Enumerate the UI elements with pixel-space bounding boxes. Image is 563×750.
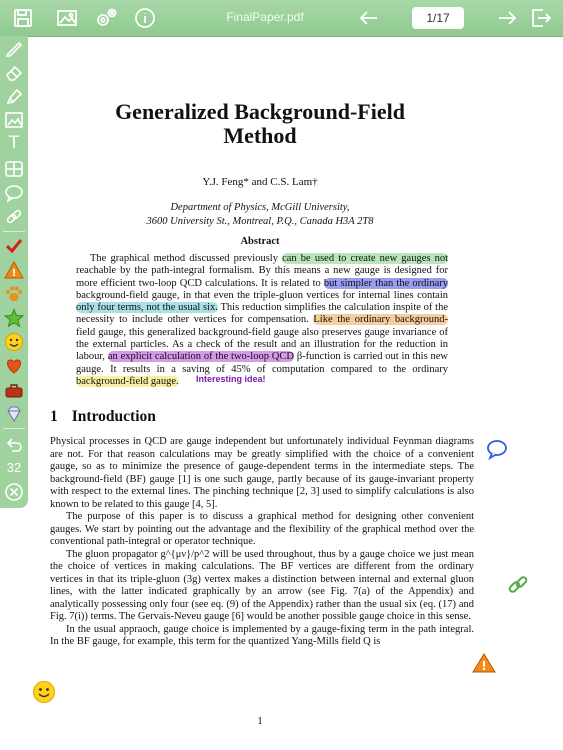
heart-stamp[interactable] — [2, 354, 26, 378]
tool-palette — [0, 36, 28, 508]
back-arrow-icon[interactable] — [356, 5, 382, 31]
abstract-segment: field gauge, this generalized background-field gauge also preserves gauge invariance of the external particles. As a check of the result and an illustration for the reduction in labour, — [76, 326, 448, 363]
abstract-text — [76, 253, 448, 388]
palette-divider — [3, 428, 25, 429]
close-icon[interactable] — [2, 480, 26, 504]
page-indicator[interactable]: 1/17 — [412, 7, 464, 29]
palette-divider — [3, 231, 25, 232]
text-note-annotation[interactable]: Interesting idea! — [196, 374, 266, 384]
save-icon[interactable] — [10, 5, 36, 31]
section-heading — [50, 408, 156, 426]
affiliation-line: Department of Physics, McGill University, — [170, 202, 350, 213]
star-stamp[interactable] — [2, 306, 26, 330]
diamond-stamp[interactable] — [2, 402, 26, 426]
highlight-annotation[interactable]: Like the ordinary background- — [313, 314, 448, 326]
smiley-annotation-icon[interactable] — [32, 680, 56, 704]
highlight-annotation[interactable]: but simpler than the ordinary — [323, 277, 448, 289]
image-icon[interactable] — [2, 108, 26, 132]
highlight-annotation[interactable]: an explicit calculation of the two-loop QCD — [107, 351, 294, 363]
settings-icon[interactable] — [93, 5, 119, 31]
abstract-segment: This reduction simplifies the calculation inspite of the necessity to include other vertices for compensation. — [76, 302, 449, 326]
paragraph: In the usual appraoch, gauge choice is implemented by a gauge-fixing term in the path integral. In the BF gauge, for example, this term for the quantized Yang-Mills field Q is — [50, 623, 474, 647]
section-number: 1 — [50, 408, 58, 425]
abstract-segment: background-field gauge, in that even the triple-gluon vertices for internal lines contain — [76, 289, 448, 301]
highlight-annotation[interactable]: only four terms, not the usual six. — [76, 302, 218, 314]
link-icon[interactable] — [2, 205, 26, 229]
link-annotation-icon[interactable] — [506, 573, 530, 597]
document-title: FinalPaper.pdf — [226, 10, 304, 24]
image-icon[interactable] — [54, 5, 80, 31]
speech-bubble-icon[interactable] — [2, 181, 26, 205]
abstract-segment: reachable by the path-integral formalism. By this means a new gauge is designed for more efficient two-loop QCD calculations. It is related to — [76, 265, 448, 289]
toolbox-stamp[interactable] — [2, 378, 26, 402]
pen-icon[interactable] — [2, 36, 26, 60]
paper-title-line: Method — [223, 123, 297, 148]
forward-arrow-icon[interactable] — [494, 5, 520, 31]
abstract-segment: The graphical method discussed previously — [90, 253, 278, 264]
affiliation-line: 3600 University St., Montreal, P.Q., Canada H3A 2T8 — [146, 216, 374, 227]
paw-stamp[interactable] — [2, 282, 26, 306]
paper-affiliation — [40, 201, 480, 229]
abstract-heading: Abstract — [240, 236, 280, 247]
paper-title — [40, 100, 480, 148]
undo-icon[interactable] — [2, 432, 26, 456]
body-text — [50, 436, 474, 649]
highlighter-icon[interactable] — [2, 84, 26, 108]
highlight-annotation[interactable]: can be used to create new gauges not — [282, 253, 448, 264]
paragraph: The gluon propagator g^{μν}/p^2 will be used throughout, thus by a gauge choice we just mean the choice of vertices in making calculations. The BF vertices are different from the ordinary vertices in that its triple-gluon (3g) vertex makes a distinction between internal and external gluon lines, with the latter indicated graphically by an arrow (see Fig. 7(a) of the Appendix) and analytically possessing only four (see eq. (9) of the Appendix) rather than the usual six (eq. (17) and Fig. 7(i)) terms. The Gervais-Neveu gauge [6] would be another possible gauge choice in this sense. — [50, 548, 474, 622]
checkmark-stamp[interactable] — [2, 234, 26, 258]
warning-annotation-icon[interactable] — [472, 652, 496, 674]
abstract-segment: β-function is carried out in this new gauge. It results in a saving of 45% of computation compared to the ordinary — [76, 351, 449, 375]
text-tool[interactable]: T — [8, 133, 20, 153]
sidebar-page-number: 32 — [6, 460, 22, 475]
paragraph: The purpose of this paper is to discuss a graphical method for designing other convenient gauges. We start by pointing out the advantage and the flexibility of the graphical method over the conventional path-integral or operator technique. — [50, 511, 474, 547]
highlight-annotation[interactable]: background-field gauge. — [76, 375, 179, 387]
paragraph: Physical processes in QCD are gauge independent but unfortunately individual Feynman diagrams are not. For that reason calculations may be greatly simplified with the choice of a convenient gauge, so as to minimize the presence of gauge-dependent terms in the intermediate steps. The background-field (BF) gauge [1] is one such gauge, partly because of its gauge-invariant property with respect to the external lines. The pinching technique [2, 3] used to simplify calculations is also known to be related to this gauge [4, 5]. — [50, 436, 474, 510]
page-footer-number: 1 — [257, 715, 263, 727]
columns-icon[interactable] — [2, 157, 26, 181]
comment-bubble-icon[interactable] — [486, 438, 508, 460]
top-toolbar — [0, 0, 563, 37]
smiley-stamp[interactable] — [2, 330, 26, 354]
eraser-icon[interactable] — [2, 60, 26, 84]
paper-authors: Y.J. Feng* and C.S. Lam† — [202, 176, 318, 188]
warning-stamp[interactable] — [2, 258, 26, 282]
svg-text:!: ! — [11, 268, 17, 279]
exit-icon[interactable] — [528, 5, 554, 31]
section-title: Introduction — [71, 408, 156, 425]
info-icon[interactable] — [132, 5, 158, 31]
svg-text:!: ! — [481, 659, 487, 673]
paper-title-line: Generalized Background-Field — [115, 99, 405, 124]
